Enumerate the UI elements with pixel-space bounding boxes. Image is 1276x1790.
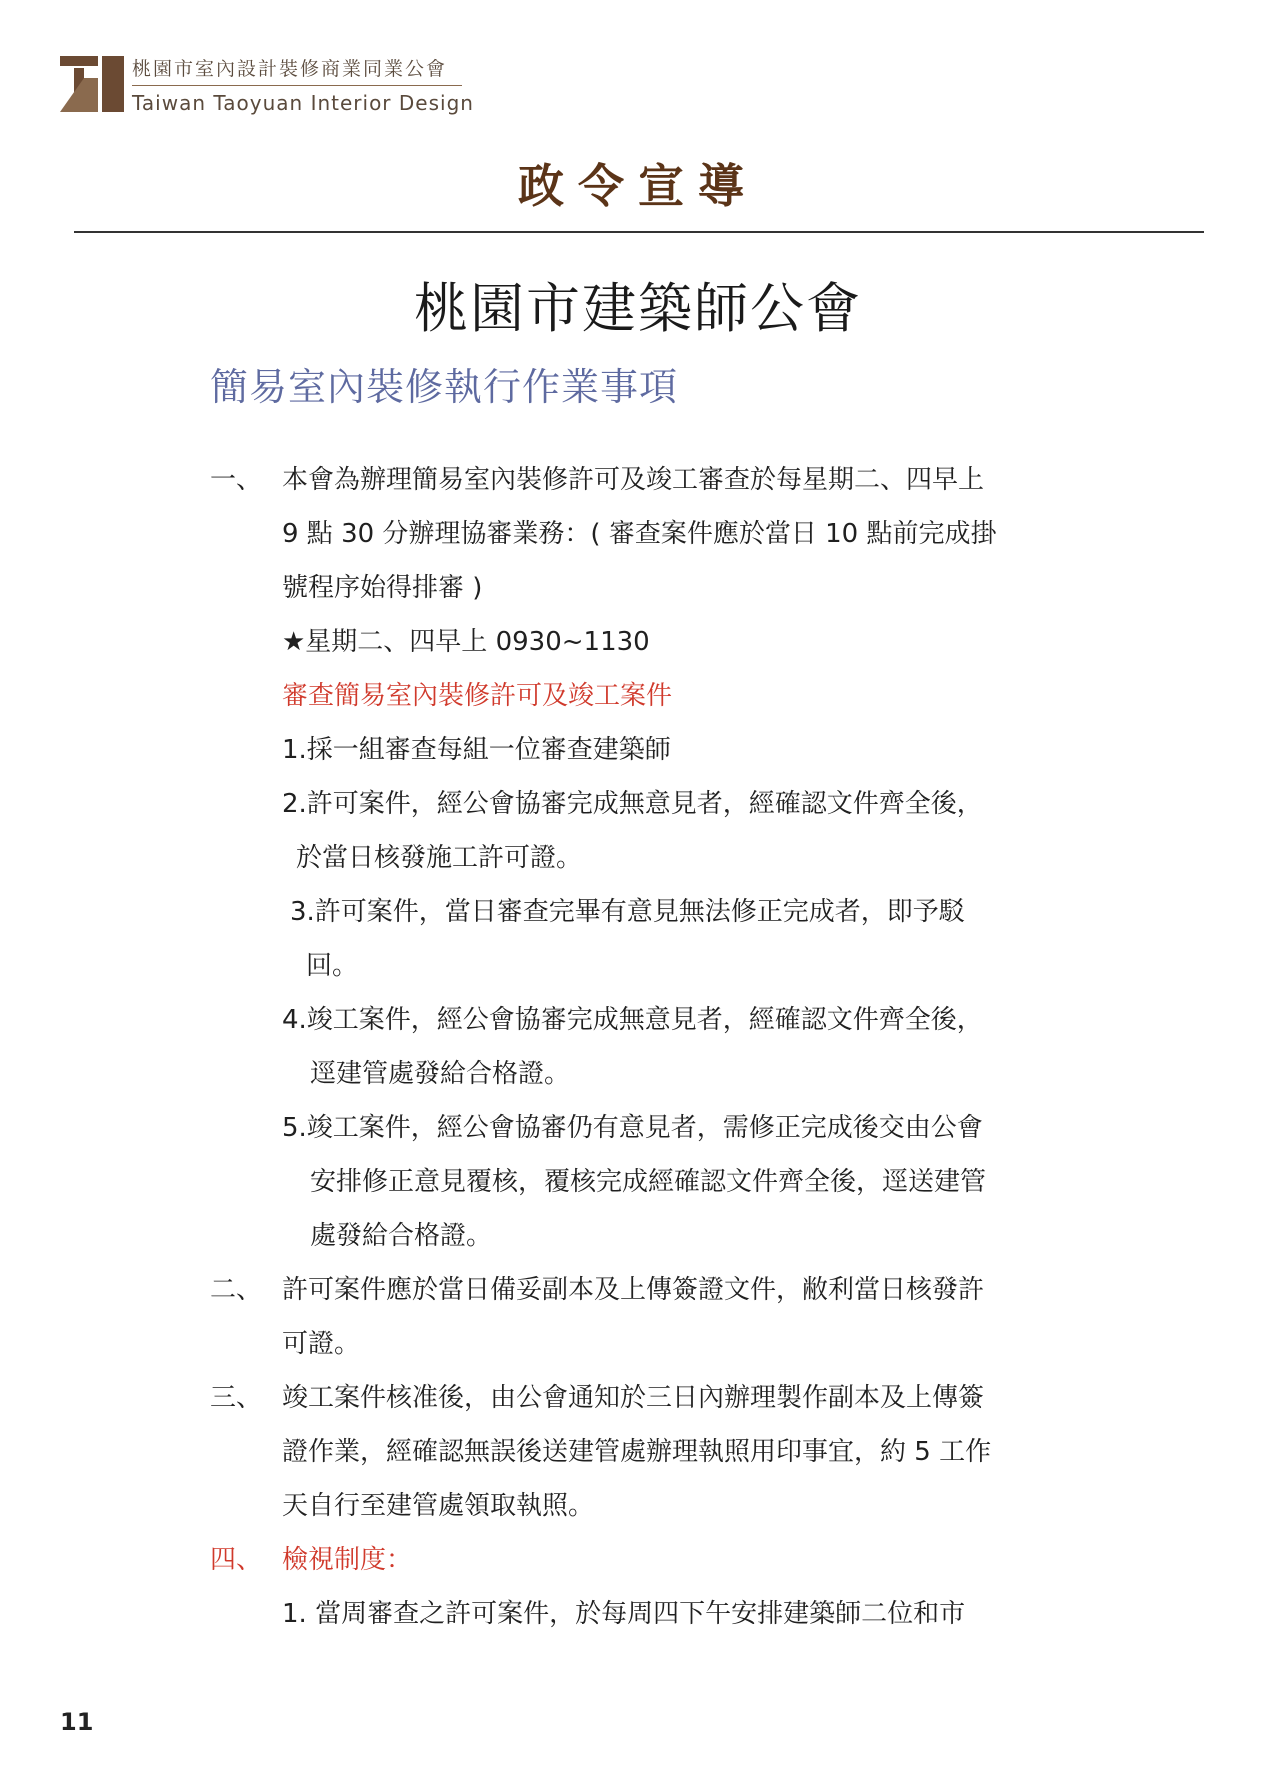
item-three-line: 證作業，經確認無誤後送建管處辦理執照用印事宜，約 5 工作 xyxy=(282,1437,992,1467)
item-two-line: 可證。 xyxy=(282,1329,361,1359)
item-two-line: 許可案件應於當日備妥副本及上傳簽證文件，敝利當日核發許 xyxy=(282,1275,985,1305)
sub-item-3: 3.許可案件，當日審查完畢有意見無法修正完成者，即予駁 xyxy=(290,897,965,927)
item-three-line: 竣工案件核准後，由公會通知於三日內辦理製作副本及上傳簽 xyxy=(282,1383,985,1413)
document-subtitle: 簡易室內裝修執行作業事項 xyxy=(210,365,679,409)
schedule-line: ★星期二、四早上 0930~1130 xyxy=(282,627,650,657)
document-title: 桃園市建築師公會 xyxy=(414,277,862,340)
page-number: 11 xyxy=(60,1708,94,1736)
item-one-marker: 一、 xyxy=(210,465,263,495)
section-title: 政令宣導 xyxy=(518,159,758,213)
item-one-line: 號程序始得排審 ) xyxy=(282,573,483,603)
header-divider xyxy=(132,85,462,86)
header-organization xyxy=(132,56,474,116)
sub-item-3-cont: 回。 xyxy=(306,951,359,981)
item-four-marker: 四、 xyxy=(210,1545,263,1575)
sub-item-1: 1.採一組審查每組一位審查建築師 xyxy=(282,735,671,765)
sub-item-4-cont: 逕建管處發給合格證。 xyxy=(310,1059,571,1089)
item-four-heading: 檢視制度： xyxy=(282,1545,413,1575)
item-two-marker: 二、 xyxy=(210,1275,263,1305)
title-divider xyxy=(74,231,1204,233)
sub-item-5-cont: 處發給合格證。 xyxy=(310,1221,493,1251)
review-heading: 審查簡易室內裝修許可及竣工案件 xyxy=(282,681,673,711)
sub-item-4: 4.竣工案件，經公會協審完成無意見者，經確認文件齊全後， xyxy=(282,1005,983,1035)
item-one-line: 本會為辦理簡易室內裝修許可及竣工審查於每星期二、四早上 xyxy=(282,465,985,495)
sub-item-2: 2.許可案件，經公會協審完成無意見者，經確認文件齊全後， xyxy=(282,789,983,819)
sub-item-2-cont: 於當日核發施工許可證。 xyxy=(296,843,583,873)
item-three-marker: 三、 xyxy=(210,1383,263,1413)
logo-bar-top xyxy=(60,56,98,66)
item-one-line: 9 點 30 分辦理協審業務：( 審查案件應於當日 10 點前完成掛 xyxy=(282,519,997,549)
logo-bar-right xyxy=(102,56,124,112)
sub-item-5-cont: 安排修正意見覆核，覆核完成經確認文件齊全後，逕送建管 xyxy=(310,1167,987,1197)
item-four-line: 1. 當周審查之許可案件，於每周四下午安排建築師二位和市 xyxy=(282,1599,966,1629)
sub-item-5: 5.竣工案件，經公會協審仍有意見者，需修正完成後交由公會 xyxy=(282,1113,983,1143)
item-three-line: 天自行至建管處領取執照。 xyxy=(282,1491,595,1521)
organization-name-en: Taiwan Taoyuan Interior Design xyxy=(132,91,474,115)
association-logo-icon xyxy=(60,56,124,112)
organization-name-zh: 桃園市室內設計裝修商業同業公會 xyxy=(132,58,448,80)
